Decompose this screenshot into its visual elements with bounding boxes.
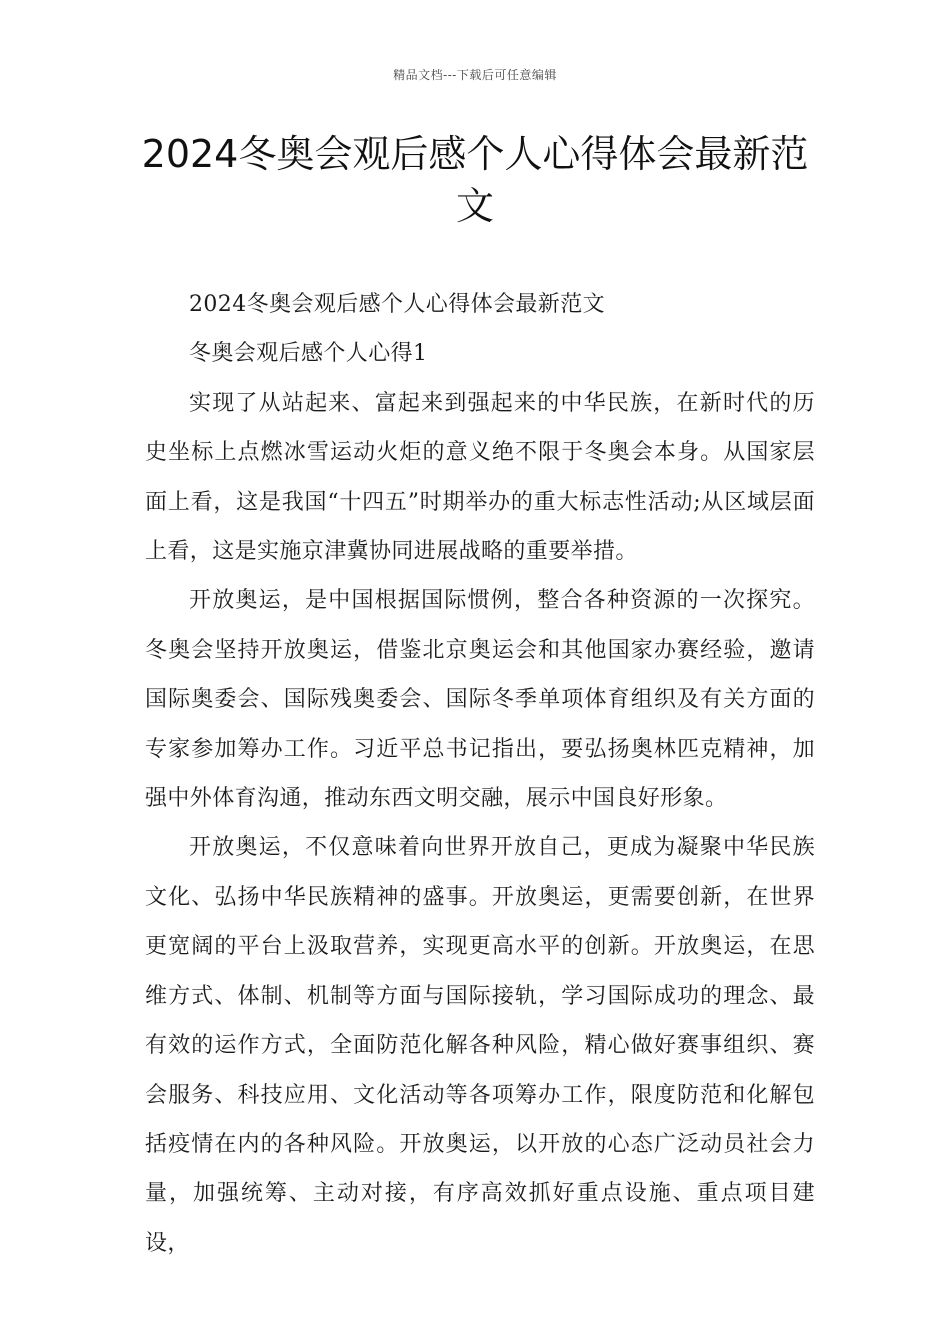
header-note: 精品文档---下载后可任意编辑 — [393, 68, 557, 82]
paragraph-subtitle: 2024冬奥会观后感个人心得体会最新范文 — [189, 292, 605, 317]
document-body — [145, 280, 815, 1268]
paragraph-section-heading: 冬奥会观后感个人心得1 — [189, 341, 428, 367]
paragraph: 开放奥运，是中国根据国际惯例，整合各种资源的一次探究。冬奥会坚持开放奥运，借鉴北京奥运会和其他国家办赛经验，邀请国际奥委会、国际残奥委会、国际冬季单项体育组织及有关方面的专家参加筹办工作。习近平总书记指出，要弘扬奥林匹克精神，加强中外体育沟通，推动东西文明交融，展示中国良好形象。 — [145, 588, 815, 812]
paragraph: 实现了从站起来、富起来到强起来的中华民族，在新时代的历史坐标上点燃冰雪运动火炬的意义绝不限于冬奥会本身。从国家层面上看，这是我国“十四五”时期举办的重大标志性活动;从区域层面上看，这是实施京津冀协同进展战略的重要举措。 — [145, 390, 815, 565]
paragraph: 开放奥运，不仅意味着向世界开放自己，更成为凝聚中华民族文化、弘扬中华民族精神的盛事。开放奥运，更需要创新，在世界更宽阔的平台上汲取营养，实现更高水平的创新。开放奥运，在思维方式、体制、机制等方面与国际接轨，学习国际成功的理念、最有效的运作方式，全面防范化解各种风险，精心做好赛事组织、赛会服务、科技应用、文化活动等各项筹办工作，限度防范和化解包括疫情在内的各种风险。开放奥运，以开放的心态广泛动员社会力量，加强统筹、主动对接，有序高效抓好重点设施、重点项目建设， — [145, 835, 815, 1256]
document-title: 2024冬奥会观后感个人心得体会最新范文 — [141, 132, 809, 228]
